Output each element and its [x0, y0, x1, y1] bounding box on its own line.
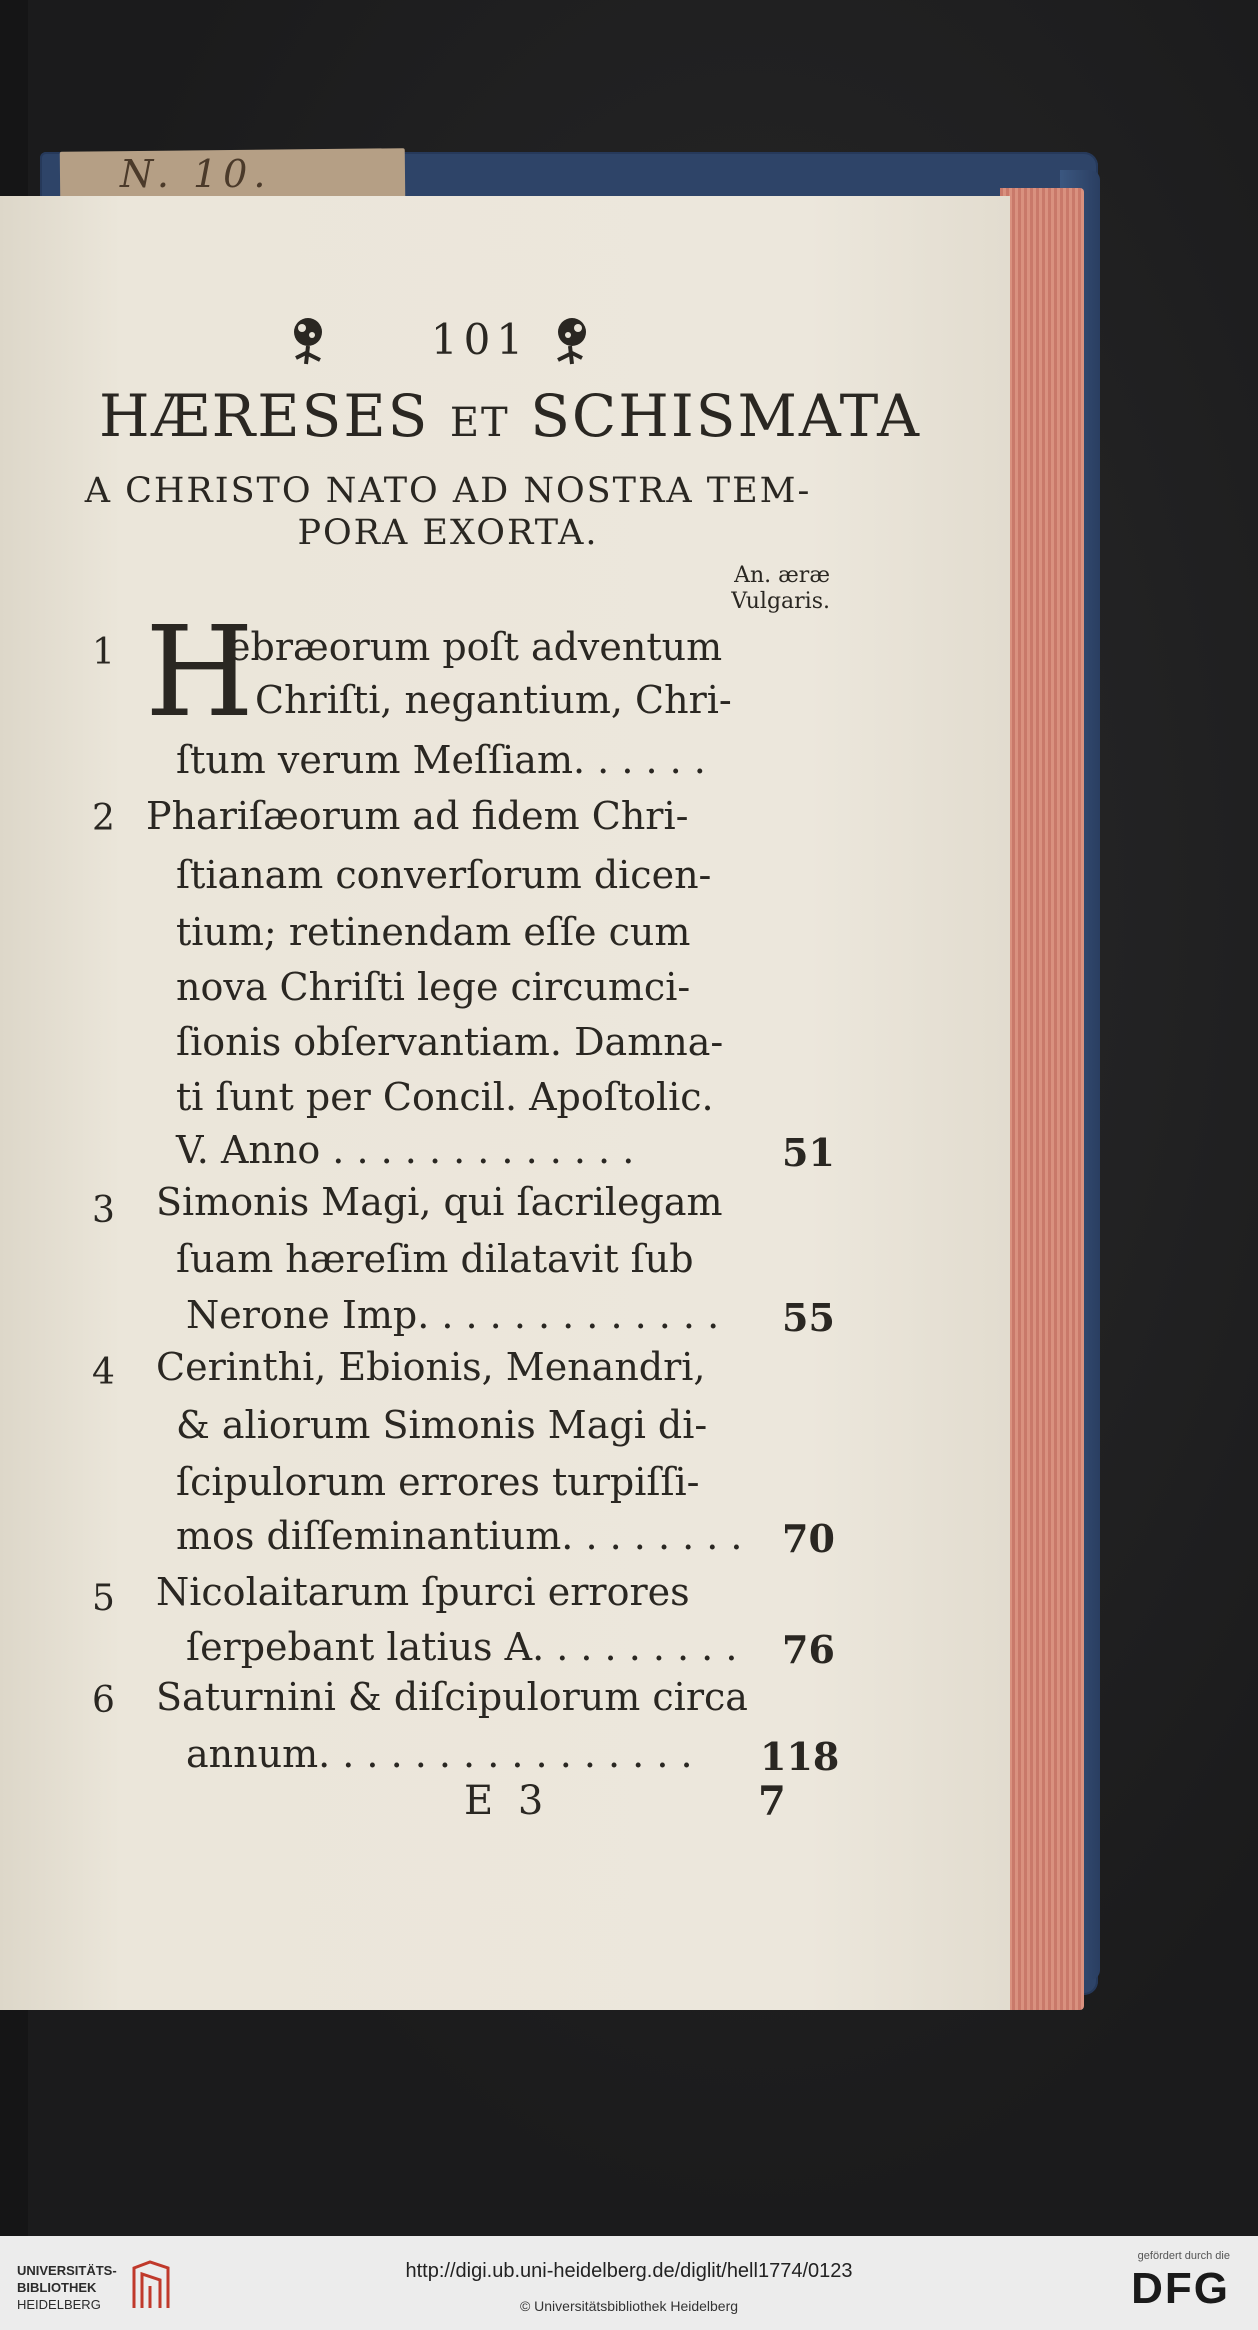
catchword: 7: [758, 1778, 786, 1825]
year-heading-line-1: An. æræ: [734, 563, 830, 588]
year-heading-line-2: Vulgaris.: [731, 589, 830, 614]
entry-number: 5: [92, 1578, 115, 1619]
copyright-notice: © Universitätsbibliothek Heidelberg: [519, 2298, 739, 2314]
signature-mark: E 3: [464, 1778, 550, 1824]
entry-line: mos diſſeminantium. . . . . . . .: [176, 1514, 743, 1558]
entry-line: Cerinthi, Ebionis, Menandri,: [156, 1345, 706, 1389]
permalink-url[interactable]: http://digi.ub.uni-heidelberg.de/diglit/hell1774/0123: [405, 2260, 853, 2282]
title-et: ET: [449, 400, 510, 446]
entry-line: V. Anno . . . . . . . . . . . . .: [176, 1128, 635, 1172]
title-big1: H: [98, 382, 152, 450]
entry-line: Chriſti, negantium, Chri-: [255, 678, 732, 722]
entry-line: Phariſæorum ad fidem Chri-: [146, 794, 689, 838]
entry-number: 3: [92, 1190, 115, 1231]
entry-line: ſtianam converſorum dicen-: [176, 853, 712, 897]
library-name-line-1: UNIVERSITÄTS-: [17, 2263, 117, 2278]
subtitle-line-2: PORA EXORTA.: [297, 513, 599, 553]
title-rest: ÆRESES: [151, 382, 430, 450]
page-title: [60, 382, 960, 450]
entry-line: & aliorum Simonis Magi di-: [176, 1403, 708, 1447]
entry-year: 55: [782, 1295, 835, 1340]
drop-cap: H: [145, 600, 255, 745]
entry-line: tium; retinendam eſſe cum: [176, 910, 691, 954]
entry-line: ſcipulorum errores turpiſſi-: [176, 1460, 700, 1504]
flower-ornament-icon: [540, 308, 600, 368]
library-name-line-2: BIBLIOTHEK: [17, 2280, 97, 2295]
entry-line: ebræorum poſt adventum: [228, 625, 723, 669]
entry-number: 6: [92, 1680, 115, 1721]
title-big2: SCHISMATA: [530, 382, 922, 450]
dfg-logo[interactable]: DFG: [1131, 2264, 1230, 2313]
year-column-heading: [690, 563, 830, 615]
entry-line: ſerpebant latius A. . . . . . . . .: [186, 1625, 738, 1669]
subtitle-line-1: A CHRISTO NATO AD NOSTRA TEM-: [84, 471, 812, 511]
entry-line: annum. . . . . . . . . . . . . . . .: [186, 1732, 693, 1776]
entry-number: 2: [92, 798, 115, 839]
entry-line: Nicolaitarum ſpurci errores: [156, 1570, 690, 1614]
spine-label-text: N. 10.: [120, 152, 272, 196]
viewer-footer: [0, 2236, 1258, 2330]
entry-line: nova Chriſti lege circumci-: [176, 965, 691, 1009]
library-name-line-3: HEIDELBERG: [17, 2297, 101, 2312]
entry-year: 118: [760, 1734, 840, 1779]
entry-line: Saturnini & diſcipulorum circa: [156, 1675, 748, 1719]
entry-line: ſtum verum Meſſiam. . . . . .: [176, 738, 706, 782]
entry-year: 70: [782, 1516, 835, 1561]
entry-line: ſuam hæreſim dilatavit ſub: [176, 1237, 694, 1281]
entry-number: 4: [92, 1352, 115, 1393]
entry-line: ti ſunt per Concil. Apoſtolic.: [176, 1075, 714, 1119]
entry-year: 76: [782, 1627, 835, 1672]
page-number: 101: [430, 315, 530, 364]
entry-year: 51: [782, 1130, 835, 1175]
page-edge: [1000, 188, 1084, 2010]
entry-line: Simonis Magi, qui ſacrilegam: [156, 1180, 723, 1224]
entry-number: 1: [92, 632, 115, 673]
entry-line: Nerone Imp. . . . . . . . . . . . .: [186, 1293, 720, 1337]
entry-line: ſionis obſervantiam. Damna-: [176, 1020, 724, 1064]
funding-text: gefördert durch die: [1137, 2250, 1230, 2262]
subtitle: [58, 470, 838, 554]
